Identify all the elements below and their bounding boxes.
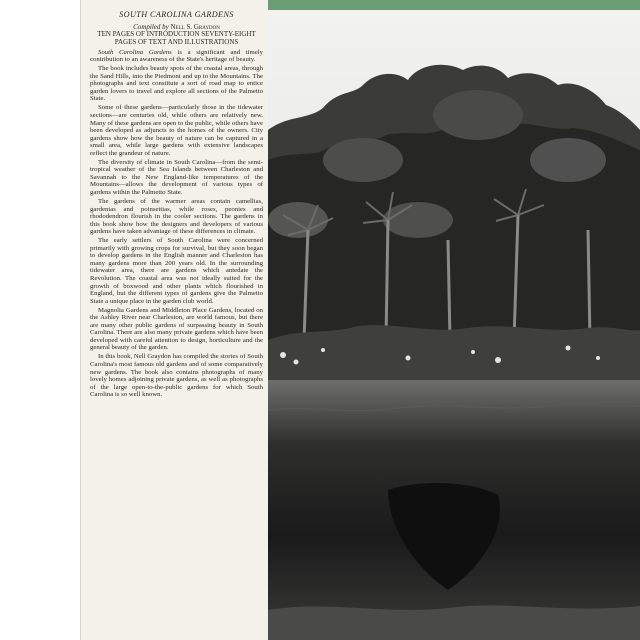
body-paragraph: The book includes beauty spots of the coastal areas, through the Sand Hills, into the Piedmont and up to the Mountains. The photographs and text constitute a sort of road map to entice garden lovers to travel and explore all sections of the Palmetto State.	[90, 65, 263, 103]
body-paragraph: In this book, Nell Graydon has compiled the stories of South Carolina's most famous old gardens and of some comparatively new gardens. The book also contains photographs of many lovely homes adjoining private gardens, as well as photographs of the large open-to-the-public gardens for which South Carolina is so well known.	[90, 353, 263, 399]
article-title: SOUTH CAROLINA GARDENS	[119, 10, 234, 19]
article-subhead: TEN PAGES OF INTRODUCTION SEVENTY-EIGHT PAGES OF TEXT AND ILLUSTRATIONS	[97, 30, 256, 46]
body-paragraph: The diversity of climate in South Carolina—from the semi-tropical weather of the Sea Islands between Charleston and Savannah to the New England-like temperatures of the Mountains—allows the development of various types of gardens within the Palmetto State.	[90, 158, 263, 196]
body-paragraph: The gardens of the warmer areas contain camellias, gardenias and poinsettias, while roses, peonies and rhododendron flourish in the cooler sections. The gardens in this book show how the designers and developers of various gardens have taken advantage of these differences in climate.	[90, 197, 263, 236]
garden-photo-image	[268, 10, 640, 640]
book-title: South Carolina Gardens	[98, 48, 172, 56]
garden-photograph	[268, 10, 640, 640]
body-paragraph: The early settlers of South Carolina were concerned primarily with growing crops for survival, but they soon began to develop gardens in the English manner and Charleston has many gardens more than 200 years old. In the surrounding tidewater area, there are gardens which antedate the Revolution. The coastal area was not ideally suited for the growth of boxwood and other plants which flourished in England, but the different types of gardens give the Palmetto State a unique place in the garden club world.	[90, 237, 263, 305]
page-margin	[0, 0, 80, 640]
intro-paragraph-text: is a significant and timely contribution to an awareness of the State's heritage of beauty.	[90, 48, 263, 64]
compiled-by-label: Compiled by	[133, 23, 169, 31]
body-paragraph: Some of these gardens—particularly those in the tidewater sections—are centuries old, while others are relatively new. Many of these gardens are open to the public, while others have been developed as adjuncts to the homes of the owners. City gardens show how the beauty of nature can be captured in a small area, while large gardens with extensive landscapes reflect the grandeur of nature.	[90, 104, 263, 157]
green-accent-bar	[268, 0, 640, 10]
intro-paragraph	[90, 49, 263, 64]
article-column	[80, 0, 268, 640]
body-paragraph: Magnolia Gardens and Middleton Place Gardens, located on the Ashley River near Charleston, are world famous, but there are many other public gardens of surpassing beauty in South Carolina. There are also many private gardens which have been developed with careful attention to design, horticulture and the general beauty of the garden.	[90, 306, 263, 352]
author-name: Nell S. Graydon	[170, 23, 220, 31]
